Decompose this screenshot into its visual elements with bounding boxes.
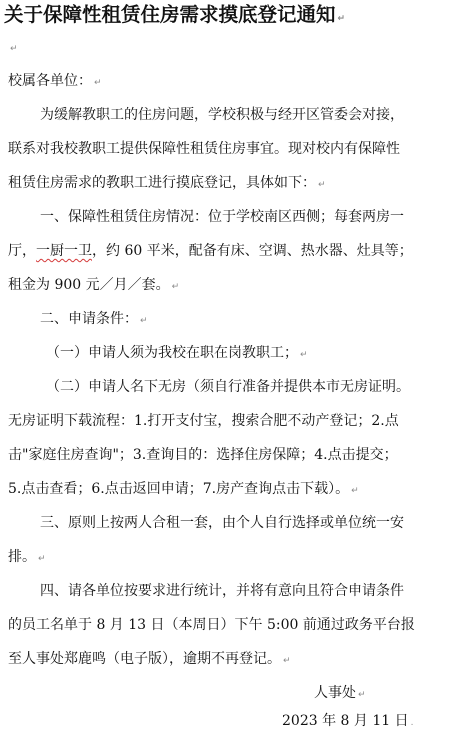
intro-line-3 [8, 174, 326, 194]
section4-line-2 [8, 616, 415, 634]
paragraph-mark: ↵ [283, 656, 291, 666]
section2-heading [0, 310, 148, 330]
condition-2-line-3 [8, 446, 398, 464]
paragraph-mark: ↵ [358, 690, 366, 700]
intro-line-2 [8, 140, 400, 158]
section1-text: 一、保障性租赁住房情况：位于学校南区西侧；每套两房一 [40, 209, 404, 225]
section4-text: 至人事处郑鹿鸣（电子版），逾期不再登记。 [8, 651, 281, 667]
section4-text: 的员工名单于 8 月 13 日（本周日）下午 5:00 前通过政务平台报 [8, 617, 415, 633]
document-title-text: 关于保障性租赁住房需求摸底登记通知 [4, 3, 336, 26]
condition-text: （二）申请人名下无房（须自行准备并提供本市无房证明。 [46, 379, 410, 395]
paragraph-mark: ↵ [140, 316, 148, 326]
condition-text: 5.点击查看；6.点击返回申请；7.房产查询点击下载）。 [8, 481, 350, 497]
section4-line-3 [8, 650, 291, 670]
intro-text: 为缓解教职工的住房问题，学校积极与经开区管委会对接， [40, 107, 404, 123]
section4-text: 四、请各单位按要求进行统计，并将有意向且符合申请条件 [40, 583, 404, 599]
spellcheck-flagged-text[interactable]: 一厨一卫 [36, 243, 92, 259]
paragraph-mark: ↵ [94, 78, 102, 88]
intro-text: 联系对我校教职工提供保障性租赁住房事宜。现对校内有保障性 [8, 141, 400, 157]
signature-date [282, 712, 413, 732]
intro-line-1 [0, 106, 404, 124]
section3-line-1 [0, 514, 404, 532]
signature-office-text: 人事处 [314, 685, 356, 701]
paragraph-mark: ↵ [351, 486, 359, 496]
section1-text: 租金为 900 元／月／套。 [8, 277, 170, 293]
condition-text: 无房证明下载流程：1.打开支付宝，搜索合肥不动产登记；2.点 [8, 413, 399, 429]
section4-line-1 [0, 582, 404, 600]
section1-text: 厅， [8, 243, 36, 259]
paragraph-mark: ↵ [171, 282, 180, 292]
condition-2-line-4 [8, 480, 359, 500]
intro-text: 租赁住房需求的教职工进行摸底登记，具体如下： [8, 175, 316, 191]
paragraph-mark: ↵ [318, 180, 326, 190]
section1-line-2 [8, 242, 413, 260]
condition-2-line-1 [6, 378, 410, 396]
addressee-text: 校属各单位： [8, 73, 92, 89]
document-title [4, 2, 345, 32]
section2-heading-text: 二、申请条件： [40, 311, 138, 327]
condition-1 [6, 344, 308, 364]
section3-text: 三、原则上按两人合租一套，由个人自行选择或单位统一安 [40, 515, 404, 531]
condition-text: 击"家庭住房查询"；3.查询目的：选择住房保障；4.点击提交； [8, 447, 398, 463]
condition-2-line-2 [8, 412, 399, 430]
end-mark: . [410, 718, 414, 728]
section1-text: ，约 60 平米，配备有床、空调、热水器、灶具等； [92, 243, 413, 259]
condition-text: （一）申请人须为我校在职在岗教职工； [46, 345, 298, 361]
section3-text: 排。 [8, 549, 36, 565]
paragraph-mark: ↵ [337, 14, 346, 24]
signature-office [314, 684, 366, 704]
paragraph-mark: ↵ [38, 554, 46, 564]
paragraph-mark: ↵ [10, 44, 18, 54]
signature-date-text: 2023 年 8 月 11 日 [282, 713, 409, 729]
blank-paragraph [8, 38, 18, 58]
section1-line-1 [0, 208, 404, 226]
addressee [8, 72, 102, 92]
section3-line-2 [8, 548, 46, 568]
section1-line-3 [8, 276, 179, 296]
paragraph-mark: ↵ [300, 350, 308, 360]
